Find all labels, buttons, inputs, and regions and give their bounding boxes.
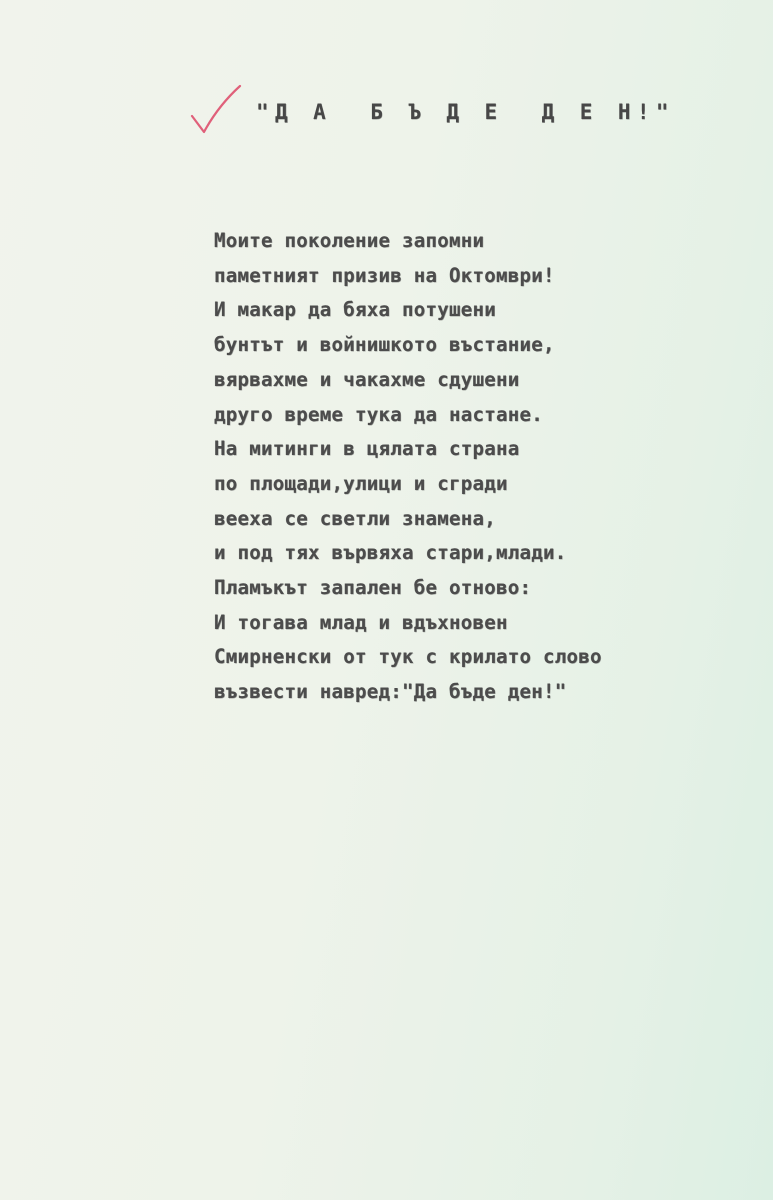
poem-line: Пламъкът запален бе отново: (214, 576, 532, 600)
poem-line: Смирненски от тук с крилато слово (214, 645, 602, 669)
poem-line: вееха се светли знамена, (214, 506, 497, 530)
check-mark-icon (188, 82, 244, 138)
poem-line: На митинги в цялата страна (214, 437, 520, 461)
poem-line: друго време тука да настане. (214, 402, 544, 426)
poem-line: вярвахме и чакахме сдушени (214, 367, 520, 391)
poem-body (214, 224, 602, 710)
poem-line: И тогава млад и вдъхновен (214, 610, 508, 634)
poem-line: по площади,улици и сгради (214, 471, 508, 495)
poem-line: паметният призив на Октомври! (214, 263, 555, 287)
poem-line: И макар да бяха потушени (214, 298, 497, 322)
poem-line: Моите поколение запомни (214, 229, 485, 252)
poem-line: и под тях вървяха стари,млади. (214, 541, 567, 565)
poem-line: възвести навред:"Да бъде ден!" (214, 680, 567, 704)
poem-line: бунтът и войнишкото въстание, (214, 333, 555, 357)
poem-title: "Д А Б Ъ Д Е Д Е Н!" (256, 100, 675, 124)
